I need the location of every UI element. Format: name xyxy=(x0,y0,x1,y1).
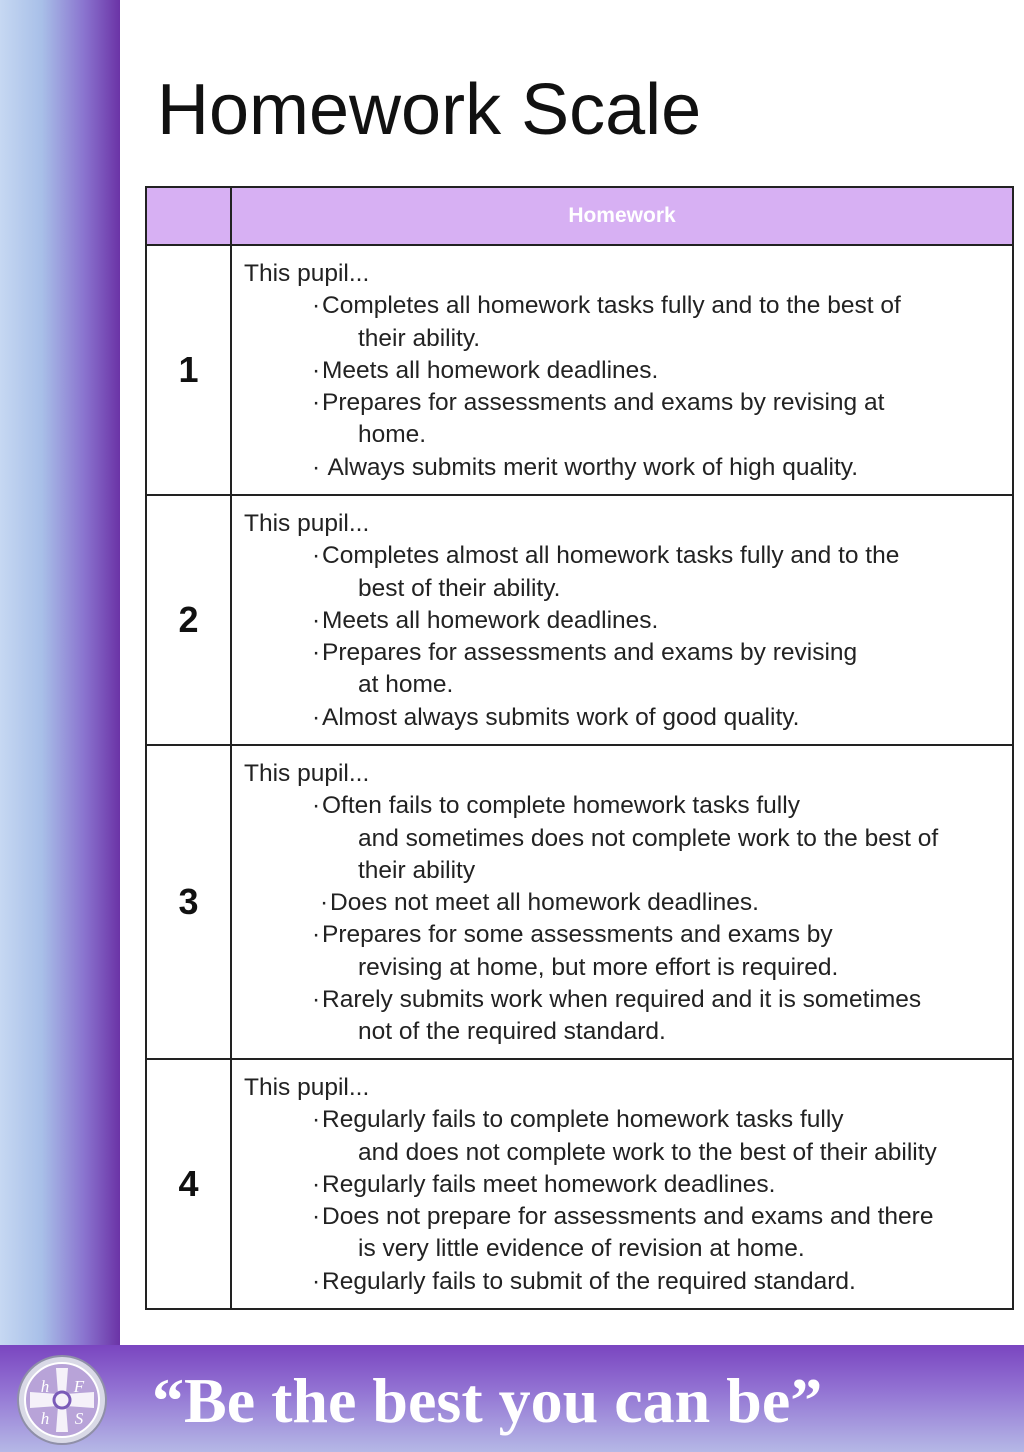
criteria-bullet xyxy=(312,984,1004,1049)
bullet-dot-icon: · xyxy=(320,889,329,917)
homework-scale-table xyxy=(145,186,1014,1310)
bullet-dot-icon: · xyxy=(312,1170,321,1198)
bullet-text-line: Meets all homework deadlines. xyxy=(322,356,659,384)
bullet-text-line: their ability. xyxy=(358,324,481,352)
table-row xyxy=(146,1059,1013,1309)
table-header-row xyxy=(146,187,1013,245)
criteria-bullet xyxy=(312,919,1004,984)
criteria-bullet xyxy=(312,1201,1004,1266)
level-description xyxy=(231,245,1013,495)
bullet-text-line: best of their ability. xyxy=(358,574,561,602)
level-number: 1 xyxy=(146,245,231,495)
criteria-bullet xyxy=(312,1266,1004,1298)
bullet-dot-icon: · xyxy=(312,703,321,731)
bullet-text-line: Does not prepare for assessments and exams and there xyxy=(322,1203,934,1231)
bullet-text-line: Meets all homework deadlines. xyxy=(322,606,659,634)
bullet-text-line: home. xyxy=(358,421,427,449)
table-body xyxy=(146,245,1013,1309)
bullet-dot-icon: · xyxy=(312,292,321,320)
level-description xyxy=(231,745,1013,1059)
description-intro: This pupil... xyxy=(244,760,370,787)
bullet-dot-icon: · xyxy=(312,542,321,570)
bullet-text-line: not of the required standard. xyxy=(358,1018,666,1046)
bullet-dot-icon: · xyxy=(312,1106,321,1134)
criteria-bullet xyxy=(312,702,1004,734)
table-row xyxy=(146,495,1013,745)
bullet-text-line: Completes all homework tasks fully and to the best of xyxy=(322,292,901,320)
description-intro: This pupil... xyxy=(244,260,370,287)
criteria-bullet xyxy=(312,790,1004,887)
bullet-text-line: their ability xyxy=(358,856,476,884)
bullet-text-line: at home. xyxy=(358,671,454,699)
logo-letter-s: S xyxy=(74,1409,84,1428)
criteria-bullet xyxy=(312,637,1004,702)
criteria-bullet xyxy=(312,605,1004,637)
bullet-dot-icon: · xyxy=(312,1267,321,1295)
criteria-bullet xyxy=(312,387,1004,452)
bullet-dot-icon: · xyxy=(312,356,321,384)
bullet-text-line: Regularly fails to complete homework tasks fully xyxy=(322,1106,844,1134)
bullet-text-line: revising at home, but more effort is required. xyxy=(358,953,839,981)
bullet-dot-icon: · xyxy=(312,389,321,417)
logo-letter-h2: h xyxy=(40,1409,50,1428)
left-gradient-sidebar xyxy=(0,0,120,1345)
bullet-text-line: Rarely submits work when required and it is sometimes xyxy=(322,986,922,1014)
level-number: 3 xyxy=(146,745,231,1059)
bullet-text-line: Regularly fails meet homework deadlines. xyxy=(322,1170,776,1198)
table-row xyxy=(146,245,1013,495)
bullet-dot-icon: · xyxy=(312,1203,321,1231)
criteria-bullet xyxy=(312,540,1004,605)
criteria-bullet xyxy=(312,1104,1004,1169)
bullet-text-line: and sometimes does not complete work to the best of xyxy=(358,824,939,852)
bullet-dot-icon: · xyxy=(312,453,321,481)
bullet-dot-icon: · xyxy=(312,639,321,667)
description-intro: This pupil... xyxy=(244,1074,370,1101)
criteria-bullet xyxy=(312,1169,1004,1201)
bullet-text-line: Regularly fails to submit of the required standard. xyxy=(322,1267,856,1295)
table-row xyxy=(146,745,1013,1059)
school-motto: “Be the best you can be” xyxy=(152,1365,823,1436)
level-description xyxy=(231,495,1013,745)
criteria-bullet xyxy=(312,290,1004,355)
level-number: 4 xyxy=(146,1059,231,1309)
bullet-text-line: Does not meet all homework deadlines. xyxy=(330,889,759,917)
description-intro: This pupil... xyxy=(244,510,370,537)
criteria-bullet xyxy=(312,355,1004,387)
bullet-text-line: and does not complete work to the best of their ability xyxy=(358,1138,937,1166)
criteria-bullet xyxy=(320,887,1004,919)
bullet-text-line: Always submits merit worthy work of high quality. xyxy=(322,453,859,481)
logo-letter-f: F xyxy=(73,1377,85,1396)
bullet-dot-icon: · xyxy=(312,921,321,949)
header-homework: Homework xyxy=(231,187,1013,245)
page-title: Homework Scale xyxy=(157,70,702,150)
footer-banner xyxy=(0,1345,1024,1452)
bullet-text-line: Prepares for assessments and exams by revising xyxy=(322,639,858,667)
school-crest-logo xyxy=(16,1354,108,1446)
bullet-dot-icon: · xyxy=(312,792,321,820)
bullet-dot-icon: · xyxy=(312,606,321,634)
bullet-text-line: Often fails to complete homework tasks fully xyxy=(322,792,800,820)
level-description xyxy=(231,1059,1013,1309)
bullet-text-line: Prepares for some assessments and exams by xyxy=(322,921,833,949)
bullet-text-line: is very little evidence of revision at home. xyxy=(358,1235,805,1263)
bullet-text-line: Prepares for assessments and exams by revising at xyxy=(322,389,885,417)
level-number: 2 xyxy=(146,495,231,745)
bullet-text-line: Almost always submits work of good quality. xyxy=(322,703,800,731)
criteria-bullet xyxy=(312,452,1004,484)
bullet-dot-icon: · xyxy=(312,986,321,1014)
logo-letter-h1: h xyxy=(40,1377,50,1396)
bullet-text-line: Completes almost all homework tasks fully and to the xyxy=(322,542,900,570)
header-empty-cell xyxy=(146,187,231,245)
